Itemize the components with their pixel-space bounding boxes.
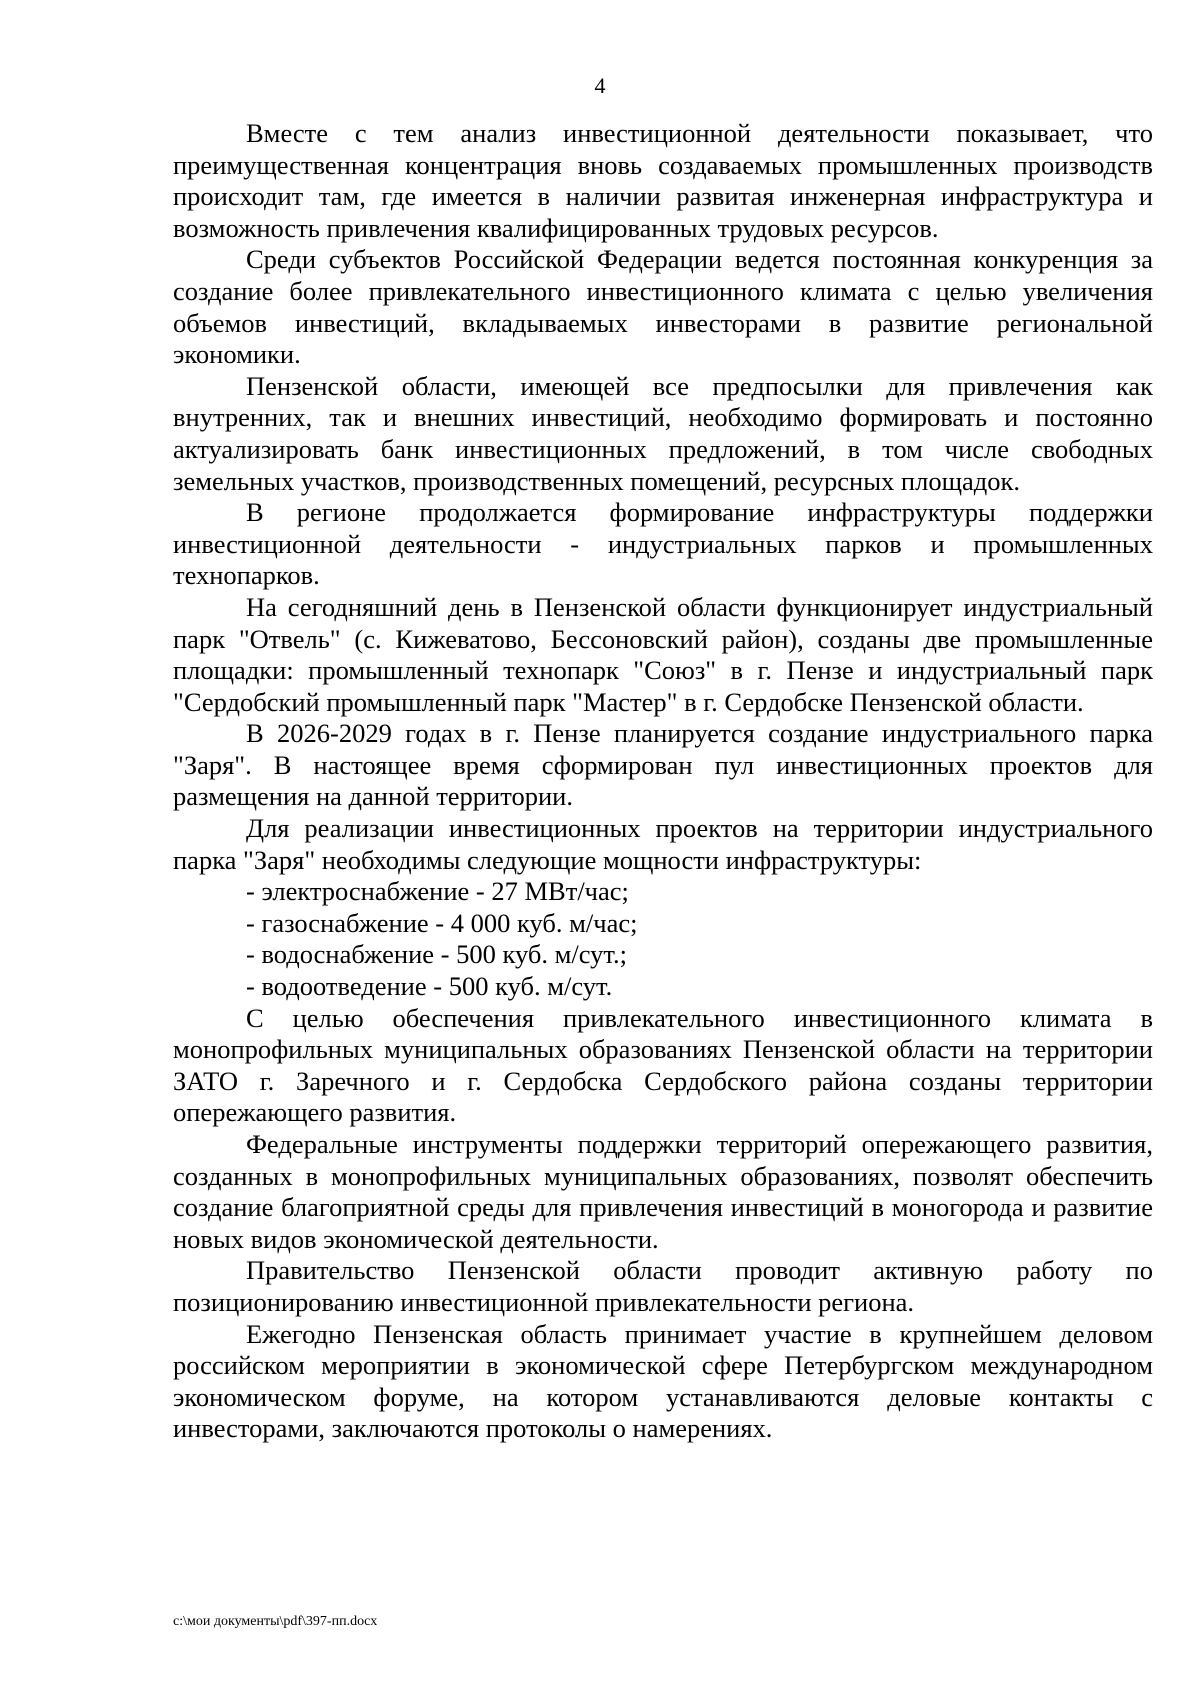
paragraph: С целью обеспечения привлекательного инвестиционного климата в монопрофильных муниципальных образованиях Пензенской области на территории ЗАТО г. Заречного и г. Сердобска Сердобского района созданы территории опережающего развития. — [173, 1002, 1153, 1128]
paragraph: Среди субъектов Российской Федерации ведется постоянная конкуренция за создание более привлекательного инвестиционного климата с целью увеличения объемов инвестиций, вкладываемых инвесторами в развитие региональной экономики. — [173, 244, 1153, 370]
paragraph: В регионе продолжается формирование инфраструктуры поддержки инвестиционной деятельности - индустриальных парков и промышленных технопарков. — [173, 497, 1153, 591]
paragraph: Пензенской области, имеющей все предпосылки для привлечения как внутренних, так и внешних инвестиций, необходимо формировать и постоянно актуализировать банк инвестиционных предложений, в том числе свободных земельных участков, производственных помещений, ресурсных площадок. — [173, 370, 1153, 496]
paragraph: На сегодняшний день в Пензенской области функционирует индустриальный парк "Отвель" (с. Кижеватово, Бессоновский район), созданы две промышленные площадки: промышленный технопарк "Союз" в г. Пензе и индустриальный парк "Сердобский промышленный парк "Мастер" в г. Сердобске Пензенской области. — [173, 591, 1153, 717]
paragraph: Федеральные инструменты поддержки территорий опережающего развития, созданных в монопрофильных муниципальных образованиях, позволят обеспечить создание благоприятной среды для привлечения инвестиций в моногорода и развитие новых видов экономической деятельности. — [173, 1129, 1153, 1254]
infrastructure-list-item: - водоотведение - 500 куб. м/сут. — [246, 971, 613, 1002]
paragraph: Для реализации инвестиционных проектов на территории индустриального парка "Заря" необходимы следующие мощности инфраструктуры: — [173, 813, 1153, 875]
page-number: 4 — [594, 73, 606, 98]
infrastructure-list-item: - электроснабжение - 27 МВт/час; — [246, 876, 629, 907]
infrastructure-list-item: - водоснабжение - 500 куб. м/сут.; — [246, 939, 627, 970]
document-body — [173, 118, 1153, 1445]
paragraph: Ежегодно Пензенская область принимает участие в крупнейшем деловом российском мероприятии в экономической сфере Петербургском международном экономическом форуме, на котором устанавливаются деловые контакты с инвесторами, заключаются протоколы о намерениях. — [173, 1318, 1153, 1444]
paragraph: Правительство Пензенской области проводит активную работу по позиционированию инвестиционной привлекательности региона. — [173, 1255, 1153, 1317]
paragraph: В 2026-2029 годах в г. Пензе планируется создание индустриального парка "Заря". В настоящее время сформирован пул инвестиционных проектов для размещения на данной территории. — [173, 718, 1153, 812]
infrastructure-list-item: - газоснабжение - 4 000 куб. м/час; — [246, 907, 638, 938]
paragraph: Вместе с тем анализ инвестиционной деятельности показывает, что преимущественная концентрация вновь создаваемых промышленных производств происходит там, где имеется в наличии развитая инженерная инфраструктура и возможность привлечения квалифицированных трудовых ресурсов. — [173, 118, 1153, 243]
footer-file-path: c:\мои документы\pdf\397-пп.docx — [173, 1614, 378, 1629]
